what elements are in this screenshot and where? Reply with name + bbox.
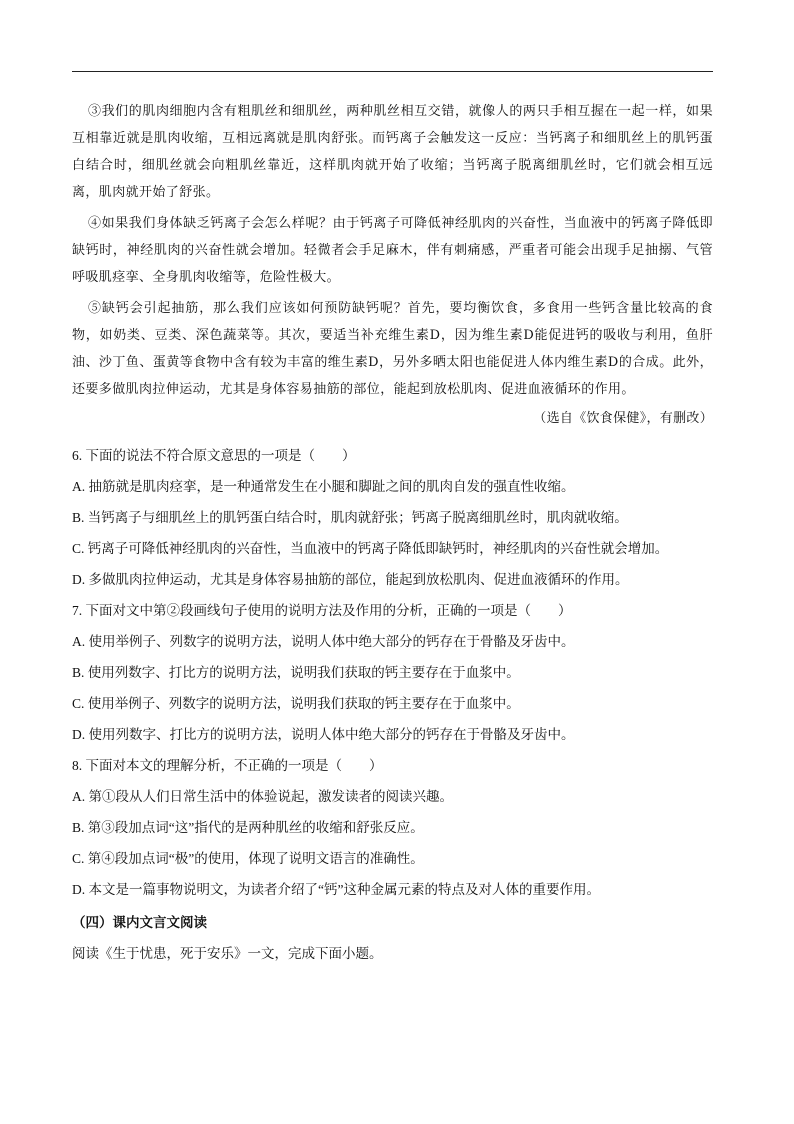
source-citation: （选自《饮食保健》，有删改） bbox=[533, 411, 713, 426]
section-intro: 阅读《生于忧患，死于安乐》一文，完成下面小题。 bbox=[72, 946, 383, 961]
option-b: B. 使用列数字、打比方的说明方法，说明我们获取的钙主要存在于血浆中。 bbox=[72, 665, 520, 680]
option-c: C. 钙离子可降低神经肌肉的兴奋性，当血液中的钙离子降低即缺钙时，神经肌肉的兴奋性就会增加。 bbox=[72, 541, 669, 556]
reading-passage bbox=[72, 98, 713, 432]
option-d: D. 多做肌肉拉伸运动，尤其是身体容易抽筋的部位，能起到放松肌肉、促进血液循环的作用。 bbox=[72, 572, 629, 587]
option-c: C. 使用举例子、列数字的说明方法，说明我们获取的钙主要存在于血浆中。 bbox=[72, 696, 520, 711]
question-6 bbox=[72, 440, 713, 595]
option-b: B. 第③段加点词“这”指代的是两种肌丝的收缩和舒张反应。 bbox=[72, 820, 424, 835]
question-7 bbox=[72, 595, 713, 750]
option-a: A. 第①段从人们日常生活中的体验说起，激发读者的阅读兴趣。 bbox=[72, 789, 453, 804]
question-8 bbox=[72, 750, 713, 905]
option-b: B. 当钙离子与细肌丝上的肌钙蛋白结合时，肌肉就舒张；钙离子脱离细肌丝时，肌肉就收缩。 bbox=[72, 510, 628, 525]
paragraph-5: ⑤缺钙会引起抽筋，那么我们应该如何预防缺钙呢？首先，要均衡饮食，多食用一些钙含量比较高的食物，如奶类、豆类、深色蔬菜等。其次，要适当补充维生素D，因为维生素D能促进钙的吸收与利用，鱼肝油、沙丁鱼、蛋黄等食物中含有较为丰富的维生素D，另外多晒太阳也能促进人体内维生素D的合成。此外，还要多做肌肉拉伸运动，尤其是身体容易抽筋的部位，能起到放松肌肉、促进血液循环的作用。 bbox=[72, 301, 713, 397]
option-c: C. 第④段加点词“极”的使用，体现了说明文语言的准确性。 bbox=[72, 851, 424, 866]
question-stem: 8. 下面对本文的理解分析，不正确的一项是（ ） bbox=[72, 758, 383, 773]
question-stem: 7. 下面对文中第②段画线句子使用的说明方法及作用的分析，正确的一项是（ ） bbox=[72, 603, 572, 618]
header-rule bbox=[72, 71, 713, 72]
option-a: A. 使用举例子、列数字的说明方法，说明人体中绝大部分的钙存在于骨骼及牙齿中。 bbox=[72, 634, 575, 649]
option-d: D. 使用列数字、打比方的说明方法，说明人体中绝大部分的钙存在于骨骼及牙齿中。 bbox=[72, 727, 575, 742]
section-title: （四）课内文言文阅读 bbox=[72, 915, 207, 930]
paragraph-4: ④如果我们身体缺乏钙离子会怎么样呢？由于钙离子可降低神经肌肉的兴奋性，当血液中的钙离子降低即缺钙时，神经肌肉的兴奋性就会增加。轻微者会手足麻木，伴有刺痛感，严重者可能会出现手足抽搦、气管呼吸肌痉挛、全身肌肉收缩等，危险性极大。 bbox=[72, 216, 713, 285]
question-stem: 6. 下面的说法不符合原文意思的一项是（ ） bbox=[72, 448, 356, 463]
option-a: A. 抽筋就是肌肉痉挛，是一种通常发生在小腿和脚趾之间的肌肉自发的强直性收缩。 bbox=[72, 479, 575, 494]
option-d: D. 本文是一篇事物说明文，为读者介绍了“钙”这种金属元素的特点及对人体的重要作用。 bbox=[72, 882, 600, 897]
paragraph-3: ③我们的肌肉细胞内含有粗肌丝和细肌丝，两种肌丝相互交错，就像人的两只手相互握在一起一样，如果互相靠近就是肌肉收缩，互相远离就是肌肉舒张。而钙离子会触发这一反应：当钙离子和细肌丝上的肌钙蛋白结合时，细肌丝就会向粗肌丝靠近，这样肌肉就开始了收缩；当钙离子脱离细肌丝时，它们就会相互远离，肌肉就开始了舒张。 bbox=[72, 104, 713, 200]
document-page bbox=[72, 98, 713, 969]
